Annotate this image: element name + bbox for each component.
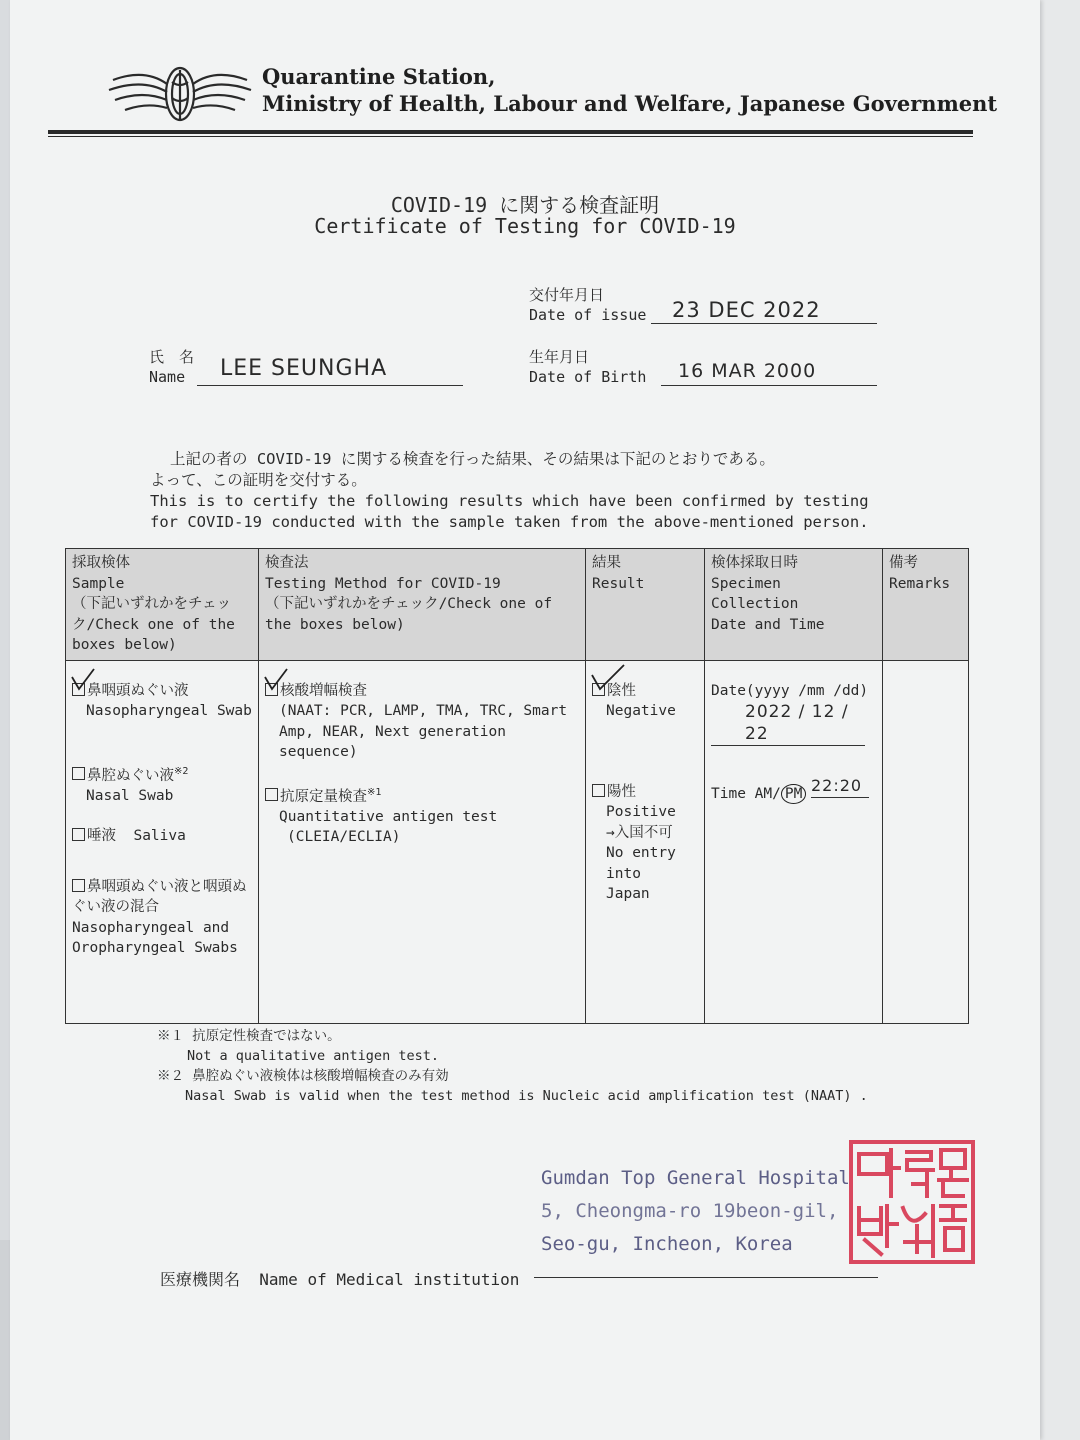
name-value: LEE SEUNGHA xyxy=(220,356,388,381)
collection-time-label: Time AM/ xyxy=(711,786,781,802)
hospital-stamp xyxy=(541,1162,850,1261)
collection-date-label: Date(yyyy /mm /dd) xyxy=(711,682,869,699)
result-option-positive xyxy=(592,782,698,905)
footnote-1 xyxy=(157,1026,439,1066)
result-label-en: Positive xyxy=(606,804,676,820)
footnote-2-jp: ※２ 鼻腔ぬぐい液検体は核酸増幅検査のみ有効 xyxy=(157,1068,449,1084)
header-method-note: （下記いずれかをチェック/Check one of the boxes below) xyxy=(265,596,553,633)
certificate-sheet xyxy=(10,0,1040,1440)
issue-label-jp: 交付年月日 xyxy=(529,286,605,304)
name-label-en: Name xyxy=(149,368,186,386)
header-collection-jp: 検体採取日時 xyxy=(711,555,798,571)
name-underline xyxy=(197,385,463,386)
quarantine-emblem-icon xyxy=(105,60,255,126)
method-option-naat xyxy=(265,681,579,763)
statement-jp-line1: 上記の者の COVID-19 に関する検査を行った結果、その結果は下記のとおりである。 xyxy=(170,450,775,468)
dob-value: 16 MAR 2000 xyxy=(678,360,817,382)
checkbox-icon xyxy=(72,828,85,841)
header-sample-note: （下記いずれかをチェック/Check one of the boxes below) xyxy=(72,596,235,653)
footnote-2-en: Nasal Swab is valid when the test method is Nucleic acid amplification test (NAAT) . xyxy=(185,1088,868,1104)
header-rule xyxy=(48,130,973,134)
sample-option-nasal xyxy=(72,762,252,807)
header-collection-en1: Specimen Collection xyxy=(711,575,799,612)
issue-underline xyxy=(651,323,877,324)
sample-label-jp: 鼻咽頭ぬぐい液 xyxy=(87,682,189,699)
org-name-line1: Quarantine Station, xyxy=(262,64,496,89)
footnote-1-en: Not a qualitative antigen test. xyxy=(187,1048,439,1064)
header-method-jp: 検査法 xyxy=(265,555,309,571)
sample-cell xyxy=(66,660,259,1024)
header-sample-jp: 採取検体 xyxy=(72,555,130,571)
result-label-jp: 陰性 xyxy=(607,682,636,699)
sample-label-en: Saliva xyxy=(133,828,186,845)
title-japanese: COVID-19 に関する検査証明 xyxy=(390,193,660,217)
sample-label-en: Nasopharyngeal Swab xyxy=(86,703,252,719)
header-method xyxy=(259,549,586,661)
method-cell xyxy=(259,660,586,1024)
header-collection xyxy=(705,549,883,661)
result-option-negative xyxy=(592,681,698,722)
sample-option-saliva xyxy=(72,826,252,847)
statement-en-line1: This is to certify the following results which have been confirmed by testing xyxy=(150,492,869,510)
hospital-address-line2: Seo-gu, Incheon, Korea xyxy=(541,1233,793,1255)
issue-label-en: Date of issue xyxy=(529,306,647,324)
header-result-jp: 結果 xyxy=(592,555,621,571)
sample-label-en: Nasal Swab xyxy=(86,787,174,804)
footnote-mark: ※2 xyxy=(174,765,189,777)
result-no-entry-jp: →入国不可 xyxy=(606,824,673,841)
header-result xyxy=(586,549,705,661)
method-label-jp: 抗原定量検査 xyxy=(280,788,367,805)
result-label-en: Negative xyxy=(606,703,676,719)
footnote-1-jp: ※１ 抗原定性検査ではない。 xyxy=(157,1028,341,1044)
header-collection-en2: Date and Time xyxy=(711,616,825,633)
result-label-jp: 陽性 xyxy=(607,783,636,800)
collection-date-value: 2022 / 12 / 22 xyxy=(711,701,865,746)
result-no-entry-en: No entry into Japan xyxy=(606,845,676,902)
institution-label xyxy=(160,1267,519,1290)
method-label-en: Quantitative antigen test xyxy=(279,808,498,825)
footnote-2 xyxy=(157,1066,868,1106)
header-remarks-en: Remarks xyxy=(889,575,951,592)
results-table xyxy=(65,548,969,1024)
pm-circled: PM xyxy=(781,784,806,804)
org-name-line2: Ministry of Health, Labour and Welfare, Japanese Government xyxy=(262,91,998,116)
name-label-jp: 氏 名 xyxy=(149,348,195,366)
result-cell xyxy=(586,660,705,1024)
statement-en-line2: for COVID-19 conducted with the sample taken from the above-mentioned person. xyxy=(150,513,869,531)
institution-underline xyxy=(534,1277,878,1278)
header-remarks xyxy=(883,549,969,661)
checkbox-icon xyxy=(72,879,85,892)
header-sample xyxy=(66,549,259,661)
header-rule-thin xyxy=(48,136,973,137)
method-label-en2: (CLEIA/ECLIA) xyxy=(287,829,401,846)
hospital-name: Gumdan Top General Hospital xyxy=(541,1167,850,1189)
handwritten-check-icon xyxy=(70,667,96,693)
method-label-jp: 核酸増幅検査 xyxy=(280,682,367,699)
handwritten-check-icon xyxy=(590,663,626,693)
statement-jp-line2: よって、この証明を交付する。 xyxy=(150,471,367,489)
checkbox-icon xyxy=(265,788,278,801)
handwritten-check-icon xyxy=(263,667,289,693)
sample-option-mixed xyxy=(72,877,252,959)
issue-date-value: 23 DEC 2022 xyxy=(672,298,821,322)
collection-cell xyxy=(705,660,883,1024)
collection-time-value: 22:20 xyxy=(811,776,869,798)
table-body-row xyxy=(66,660,969,1024)
official-seal-icon xyxy=(847,1138,977,1266)
dob-label-en: Date of Birth xyxy=(529,368,647,386)
table-header-row xyxy=(66,549,969,661)
method-option-antigen xyxy=(265,783,579,848)
checkbox-icon xyxy=(72,767,85,780)
header-remarks-jp: 備考 xyxy=(889,555,918,571)
remarks-cell xyxy=(883,660,969,1024)
method-label-en: (NAAT: PCR, LAMP, TMA, TRC, Smart Amp, NEAR, Next generation sequence) xyxy=(279,703,568,760)
sample-label-jp: 鼻咽頭ぬぐい液と咽頭ぬぐい液の混合 xyxy=(72,878,247,916)
sample-label-en: Nasopharyngeal and Oropharyngeal Swabs xyxy=(72,919,238,957)
desk-background xyxy=(1035,0,1080,1440)
sample-label-jp: 鼻腔ぬぐい液 xyxy=(87,767,174,784)
dob-underline xyxy=(661,385,877,386)
institution-label-jp: 医療機関名 xyxy=(160,1270,241,1289)
header-method-en: Testing Method for COVID-19 xyxy=(265,575,501,592)
sample-option-nasopharyngeal xyxy=(72,681,252,722)
dob-label-jp: 生年月日 xyxy=(529,348,590,366)
title-english: Certificate of Testing for COVID-19 xyxy=(314,214,736,238)
footnote-mark: ※1 xyxy=(367,786,382,798)
sample-label-jp: 唾液 xyxy=(87,828,116,845)
header-sample-en: Sample xyxy=(72,575,125,592)
collection-time-row xyxy=(711,776,876,805)
hospital-address-line1: 5, Cheongma-ro 19beon-gil, xyxy=(541,1200,839,1222)
checkbox-icon xyxy=(592,784,605,797)
institution-label-en: Name of Medical institution xyxy=(259,1270,520,1289)
header-result-en: Result xyxy=(592,575,645,592)
certification-statement xyxy=(150,449,930,533)
